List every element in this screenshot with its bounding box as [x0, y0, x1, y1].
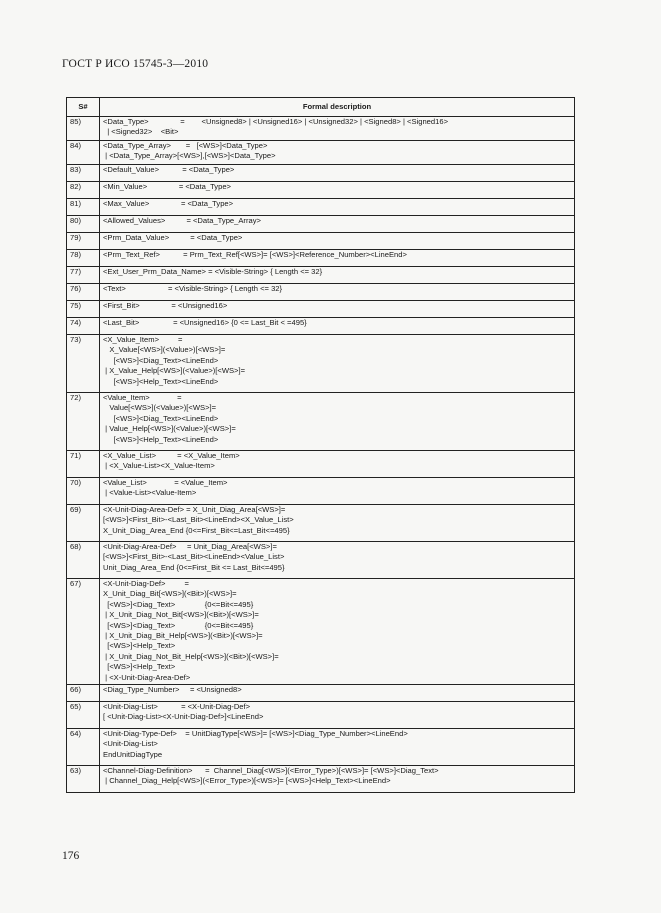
- description-line: <Prm_Data_Value> = <Data_Type>: [103, 233, 243, 242]
- description-line: <Unit-Diag-Area-Def> = Unit_Diag_Area[<WS>]=: [103, 542, 277, 551]
- description-line: | <X_Value-List><X_Value-Item>: [103, 461, 215, 471]
- row-number: 79): [67, 233, 100, 250]
- row-number: 76): [67, 284, 100, 301]
- description-line: | <Data_Type_Array>[<WS>],[<WS>]<Data_Type>: [103, 151, 276, 161]
- description-line: <Channel-Diag-Definition> = Channel_Diag[<WS>](<Error_Type>)[<WS>]= [<WS>]<Diag_Text>: [103, 766, 439, 775]
- description-line: [<WS>]<Diag_Text><LineEnd>: [103, 355, 219, 365]
- page-number: 176: [62, 850, 80, 862]
- formal-description-table: [66, 97, 575, 793]
- row-number: 84): [67, 141, 100, 165]
- table-row: [67, 702, 575, 729]
- table-row: [67, 141, 575, 165]
- row-number: 64): [67, 729, 100, 766]
- row-number: 72): [67, 393, 100, 451]
- row-number: 81): [67, 199, 100, 216]
- formal-description-cell: [100, 117, 575, 141]
- description-line: <Ext_User_Prm_Data_Name> = <Visible-String> { Length <= 32}: [103, 267, 323, 276]
- table-row: [67, 478, 575, 505]
- description-line: [ <Unit-Diag-List><X-Unit-Diag-Def>]<LineEnd>: [103, 712, 264, 722]
- row-number: 78): [67, 250, 100, 267]
- description-line: <Text> = <Visible-String> { Length <= 32}: [103, 284, 283, 293]
- description-line: X_Unit_Diag_Area_End {0<=First_Bit<=Last_Bit<=495}: [103, 525, 290, 535]
- formal-description-cell: [100, 393, 575, 451]
- description-line: X_Unit_Diag_Bit[<WS>](<Bit>)[<WS>]=: [103, 589, 237, 599]
- table-row: [67, 335, 575, 393]
- description-line: X_Value[<WS>](<Value>)[<WS>]=: [103, 345, 226, 355]
- description-line: | <Value-List><Value-Item>: [103, 488, 197, 498]
- table-row: [67, 542, 575, 579]
- description-line: Unit_Diag_Area_End {0<=First_Bit <= Last_Bit<=495}: [103, 562, 285, 572]
- description-line: <Last_Bit> = <Unsigned16> {0 <= Last_Bit < =495}: [103, 318, 307, 327]
- description-line: | X_Unit_Diag_Bit_Help[<WS>](<Bit>)[<WS>]=: [103, 631, 263, 641]
- table-row: [67, 250, 575, 267]
- row-number: 70): [67, 478, 100, 505]
- formal-description-cell: [100, 284, 575, 301]
- description-line: [<WS>]<Diag_Text><LineEnd>: [103, 413, 219, 423]
- row-number: 83): [67, 165, 100, 182]
- table-row: [67, 766, 575, 793]
- row-number: 66): [67, 685, 100, 702]
- description-line: EndUnitDiagType: [103, 749, 163, 759]
- row-number: 63): [67, 766, 100, 793]
- description-line: <Allowed_Values> = <Data_Type_Array>: [103, 216, 261, 225]
- description-line: <Min_Value> = <Data_Type>: [103, 182, 231, 191]
- description-line: [<WS>]<Help_Text><LineEnd>: [103, 434, 219, 444]
- description-line: <Diag_Type_Number> = <Unsigned8>: [103, 685, 242, 694]
- description-line: <X-Unit-Diag-Area-Def> = X_Unit_Diag_Area[<WS>]=: [103, 505, 286, 514]
- formal-description-cell: [100, 335, 575, 393]
- row-number: 82): [67, 182, 100, 199]
- description-line: <Default_Value> = <Data_Type>: [103, 165, 235, 174]
- formal-description-cell: [100, 505, 575, 542]
- description-line: [<WS>]<First_Bit>-<Last_Bit><LineEnd><X_Value_List>: [103, 515, 294, 525]
- formal-description-cell: [100, 766, 575, 793]
- description-line: <Max_Value> = <Data_Type>: [103, 199, 234, 208]
- row-number: 65): [67, 702, 100, 729]
- description-line: <X_Value_Item> =: [103, 335, 183, 344]
- formal-description-cell: [100, 451, 575, 478]
- description-line: Value[<WS>](<Value>)[<WS>]=: [103, 403, 217, 413]
- formal-description-cell: [100, 199, 575, 216]
- description-line: <X_Value_List> = <X_Value_Item>: [103, 451, 240, 460]
- row-number: 73): [67, 335, 100, 393]
- row-number: 74): [67, 318, 100, 335]
- row-number: 68): [67, 542, 100, 579]
- table-row: [67, 233, 575, 250]
- table-row: [67, 301, 575, 318]
- table-row: [67, 685, 575, 702]
- description-line: | <Signed32> <Bit>: [103, 127, 179, 137]
- table-row: [67, 267, 575, 284]
- description-line: | Value_Help[<WS>](<Value>)[<WS>]=: [103, 424, 236, 434]
- description-line: | <X-Unit-Diag-Area-Def>: [103, 672, 191, 682]
- table-row: [67, 729, 575, 766]
- document-header: ГОСТ Р ИСО 15745-3—2010: [62, 58, 209, 70]
- table-row: [67, 117, 575, 141]
- formal-description-cell: [100, 301, 575, 318]
- formal-description-cell: [100, 579, 575, 685]
- description-line: <Data_Type> = <Unsigned8> | <Unsigned16> | <Unsigned32> | <Signed8> | <Signed16>: [103, 117, 448, 126]
- table-row: [67, 165, 575, 182]
- formal-description-cell: [100, 685, 575, 702]
- description-line: | Channel_Diag_Help[<WS>](<Error_Type>)[<WS>]= [<WS>]<Help_Text><LineEnd>: [103, 776, 391, 786]
- formal-description-cell: [100, 216, 575, 233]
- formal-description-cell: [100, 729, 575, 766]
- table-row: [67, 451, 575, 478]
- description-line: [<WS>]<Help_Text><LineEnd>: [103, 376, 219, 386]
- description-line: [<WS>]<Help_Text>: [103, 641, 176, 651]
- description-line: | X_Unit_Diag_Not_Bit_Help[<WS>](<Bit>)[<WS>]=: [103, 651, 279, 661]
- column-header-sn: S#: [67, 98, 100, 117]
- description-line: <Value_List> = <Value_Item>: [103, 478, 228, 487]
- table-row: [67, 579, 575, 685]
- formal-description-cell: [100, 233, 575, 250]
- formal-description-cell: [100, 165, 575, 182]
- description-line: <Data_Type_Array> = [<WS>]<Data_Type>: [103, 141, 268, 150]
- table-row: [67, 216, 575, 233]
- table-row: [67, 505, 575, 542]
- formal-description-cell: [100, 141, 575, 165]
- description-line: <Prm_Text_Ref> = Prm_Text_Ref[<WS>]= [<WS>]<Reference_Number><LineEnd>: [103, 250, 407, 259]
- formal-description-cell: [100, 318, 575, 335]
- row-number: 85): [67, 117, 100, 141]
- formal-description-cell: [100, 250, 575, 267]
- column-header-formal-description: Formal description: [100, 98, 575, 117]
- description-line: <Unit-Diag-List> = <X-Unit-Diag-Def>: [103, 702, 251, 711]
- description-line: <Value_Item> =: [103, 393, 182, 402]
- description-line: [<WS>]<Help_Text>: [103, 662, 176, 672]
- description-line: <X-Unit-Diag-Def> =: [103, 579, 189, 588]
- description-line: [<WS>]<Diag_Text> {0<=Bit<=495}: [103, 599, 254, 609]
- description-line: [<WS>]<First_Bit>-<Last_Bit><LineEnd><Value_List>: [103, 552, 285, 562]
- description-line: <Unit-Diag-List>: [103, 739, 158, 749]
- description-line: [<WS>]<Diag_Text> {0<=Bit<=495}: [103, 620, 254, 630]
- row-number: 77): [67, 267, 100, 284]
- row-number: 67): [67, 579, 100, 685]
- description-line: <Unit-Diag-Type-Def> = UnitDiagType[<WS>]= [<WS>]<Diag_Type_Number><LineEnd>: [103, 729, 408, 738]
- row-number: 69): [67, 505, 100, 542]
- description-line: | X_Unit_Diag_Not_Bit[<WS>](<Bit>)[<WS>]=: [103, 610, 259, 620]
- table-row: [67, 393, 575, 451]
- table-row: [67, 182, 575, 199]
- table-row: [67, 284, 575, 301]
- table-row: [67, 199, 575, 216]
- row-number: 71): [67, 451, 100, 478]
- formal-description-cell: [100, 478, 575, 505]
- formal-description-cell: [100, 702, 575, 729]
- table-row: [67, 318, 575, 335]
- formal-description-cell: [100, 542, 575, 579]
- table-header-row: [67, 98, 575, 117]
- row-number: 80): [67, 216, 100, 233]
- formal-description-cell: [100, 267, 575, 284]
- formal-description-cell: [100, 182, 575, 199]
- description-line: <First_Bit> = <Unsigned16>: [103, 301, 228, 310]
- description-line: | X_Value_Help[<WS>](<Value>)[<WS>]=: [103, 366, 246, 376]
- row-number: 75): [67, 301, 100, 318]
